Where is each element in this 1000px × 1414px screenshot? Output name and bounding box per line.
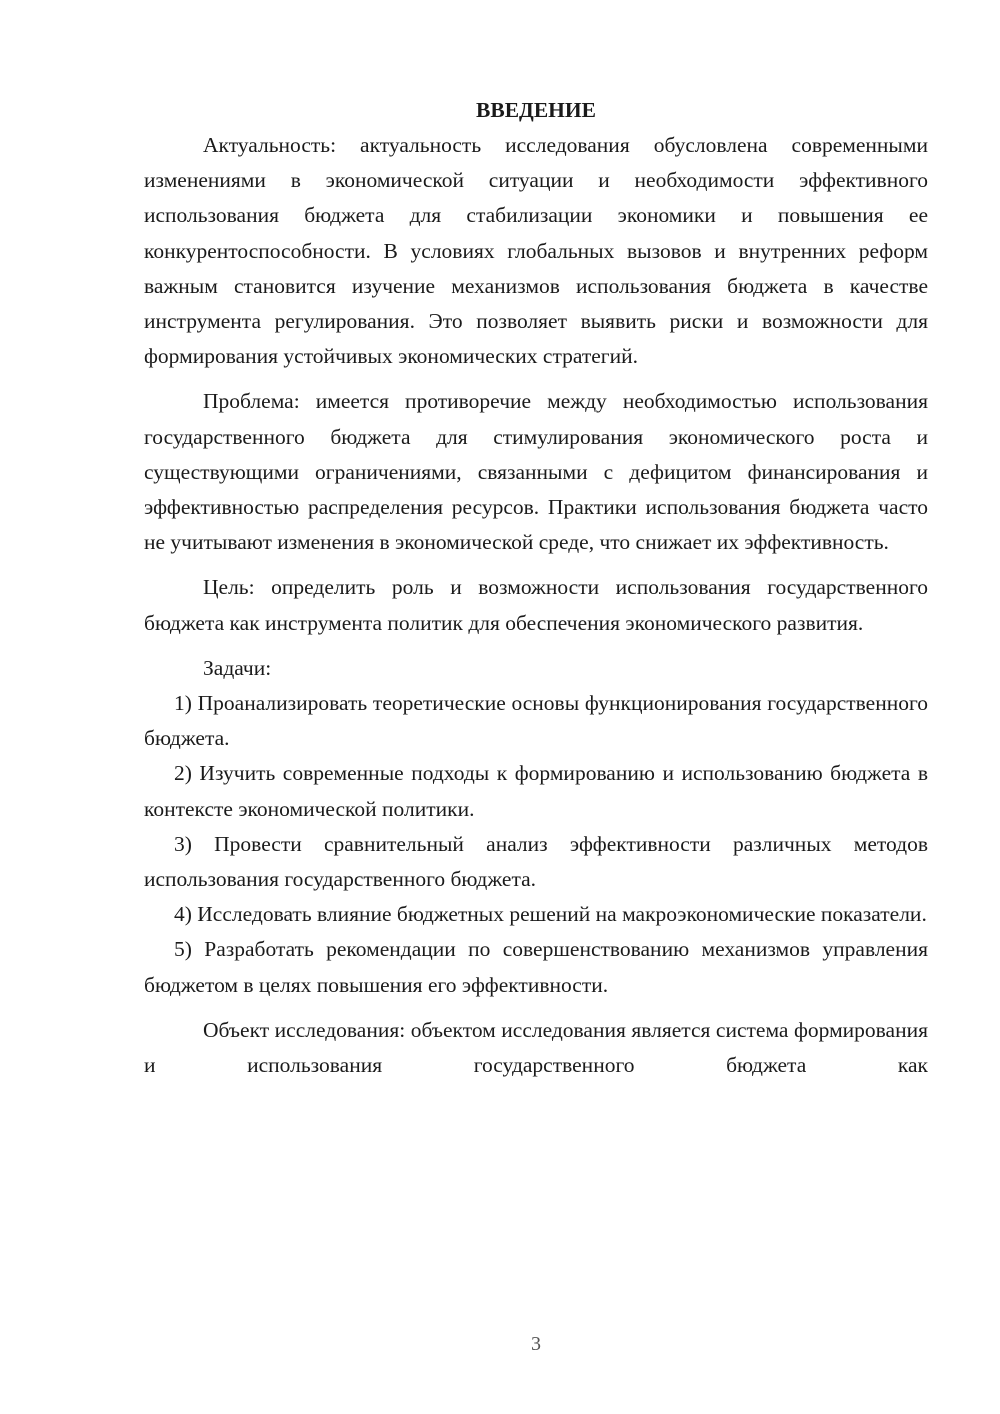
paragraph-goal: Цель: определить роль и возможности использования государственного бюджета как инструмента политик для обеспечения экономического развития.	[144, 575, 928, 635]
tasks-heading: Задачи:	[203, 655, 272, 680]
paragraph-object: Объект исследования: объектом исследования является система формирования и использования государственного бюджета как	[144, 1017, 928, 1078]
section-title: ВВЕДЕНИЕ	[476, 98, 596, 122]
task-item-5: 5) Разработать рекомендации по совершенствованию механизмов управления бюджетом в целях повышения его эффективности.	[144, 937, 928, 997]
paragraph-problem: Проблема: имеется противоречие между необходимостью использования государственного бюджета для стимулирования экономического роста и существующими ограничениями, связанными с дефицитом финансирования и эффективностью распределения ресурсов. Практики использования бюджета часто не учитывают изменения в экономической среде, что снижает их эффективность.	[144, 389, 928, 555]
document-body	[144, 93, 928, 1083]
task-item-4: 4) Исследовать влияние бюджетных решений на макроэкономические показатели.	[174, 902, 927, 927]
task-item-1: 1) Проанализировать теоретические основы функционирования государственного бюджета.	[144, 691, 928, 751]
task-item-2: 2) Изучить современные подходы к формированию и использованию бюджета в контексте экономической политики.	[144, 761, 928, 821]
page-number: 3	[531, 1333, 541, 1355]
task-item-3: 3) Провести сравнительный анализ эффективности различных методов использования государственного бюджета.	[144, 831, 928, 892]
paragraph-relevance: Актуальность: актуальность исследования обусловлена современными изменениями в экономической ситуации и необходимости эффективного использования бюджета для стабилизации экономики и повышения ее конкурентоспособности. В условиях глобальных вызовов и внутренних реформ важным становится изучение механизмов использования бюджета в качестве инструмента регулирования. Это позволяет выявить риски и возможности для формирования устойчивых экономических стратегий.	[144, 133, 928, 369]
